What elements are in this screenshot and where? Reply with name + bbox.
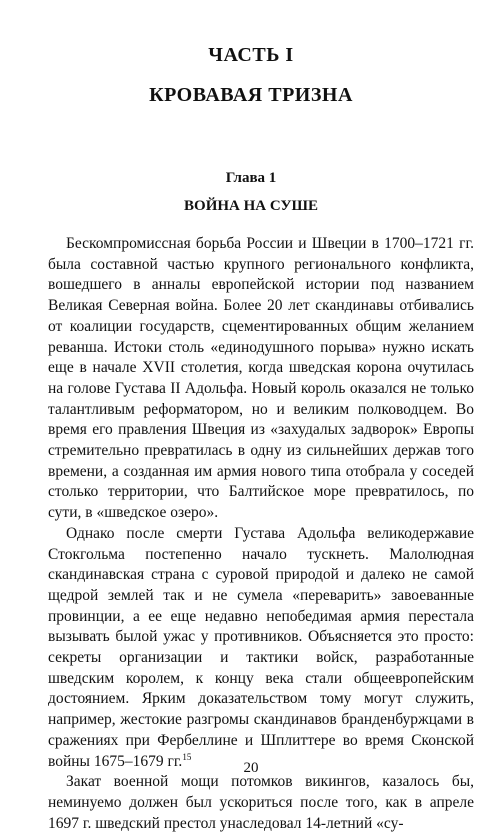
paragraph-text: Однако после смерти Густава Адольфа великодержавие Стокгольма постепенно начало тускнеть. Малолюдная скандинавская страна с суровой природой и далеко не самой щедрой землей так и не сумела «переварить» завоеванные провинции, а ее еще недавно непобедимая армия перестала вызывать былой ужас у противников. Объясняется это просто: секреты организации и тактики войск, разработанные шведским королем, к концу века стали общеевропейским достоянием. Ярким доказательством тому могут служить, например, жестокие разгромы скандинавов бранденбуржцами в сражениях при Фербеллине и Шплиттере во время Сконской войны 1675–1679 гг. (48, 524, 474, 770)
part-title: КРОВАВАЯ ТРИЗНА (149, 84, 353, 106)
paragraph-text: Закат военной мощи потомков викингов, казалось бы, неминуемо должен был ускориться после того, как в апреле 1697 г. шведский престол унаследовал 14-летний «су- (48, 773, 474, 832)
paragraph (48, 234, 474, 524)
chapter-label: Глава 1 (225, 170, 277, 186)
body-text (48, 234, 474, 834)
paragraph (48, 524, 474, 772)
paragraph (48, 772, 474, 834)
footnote-marker[interactable]: 15 (182, 751, 192, 762)
chapter-title: ВОЙНА НА СУШЕ (184, 198, 318, 214)
page-number: 20 (243, 760, 259, 776)
paragraph-text: Бескомпромиссная борьба России и Швеции в 1700–1721 гг. была составной частью крупного регионального конфликта, вошедшего в анналы европейской истории под названием Великая Северная война. Более 20 лет скандинавы отбивались от коалиции государств, сцементированных общим желанием реванша. Истоки столь «единодушного порыва» нужно искать еще в начале XVII столетия, когда шведская корона очутилась на голове Густава II Адольфа. Новый король оказался не только талантливым реформатором, но и великим полководцем. Во время его правления Швеция из «захудалых задворок» Европы стремительно превратилась в одну из сильнейших держав того времени, а созданная им армия нового типа отобрала у соседей столько территории, что Балтийское море превратилось, по сути, в «шведское озеро». (48, 235, 474, 522)
part-heading: ЧАСТЬ I (208, 44, 294, 66)
